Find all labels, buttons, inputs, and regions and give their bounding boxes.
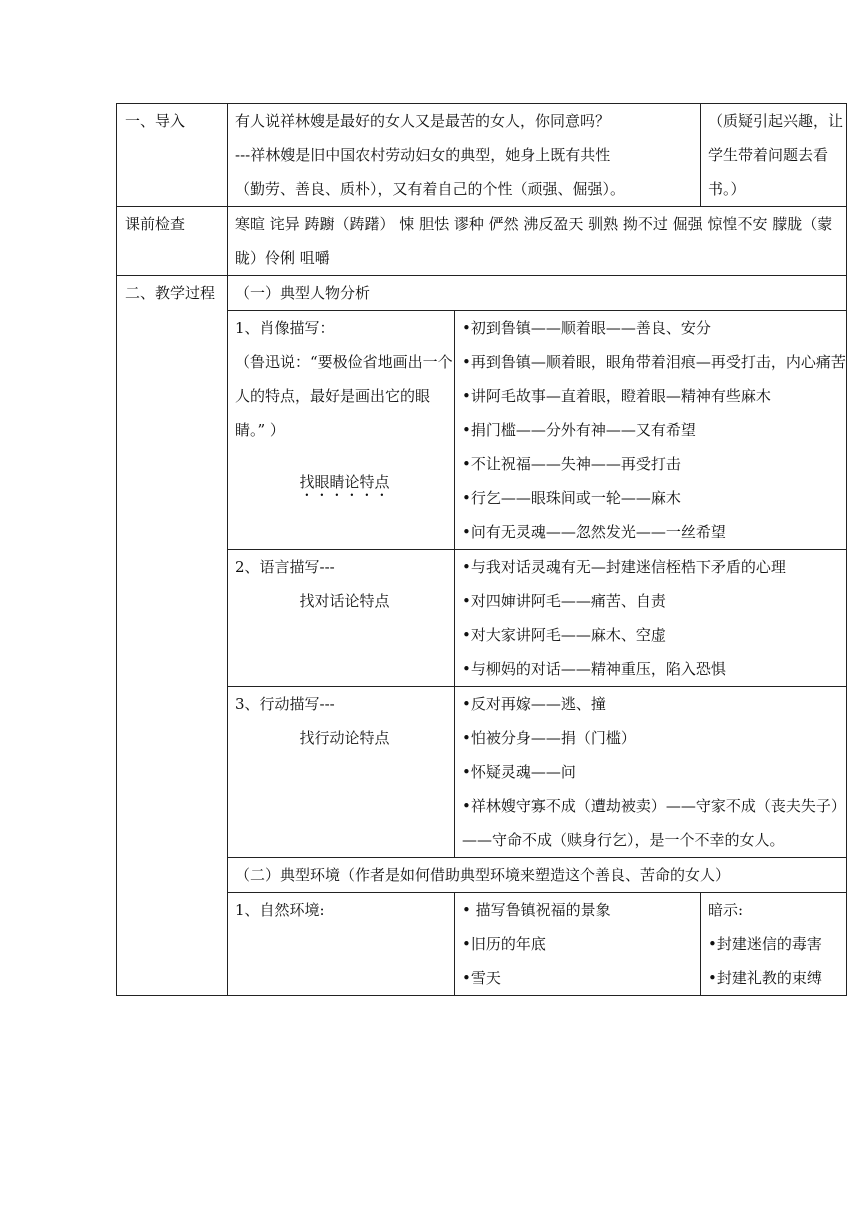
portrait-item: •行乞——眼珠间或一轮——麻木 [462, 489, 681, 507]
portrait-quote: （鲁迅说：“要极俭省地画出一个人的特点，最好是画出它的眼睛。” ） [235, 353, 453, 439]
portrait-cell [228, 311, 455, 550]
precheck-label: 课前检查 [117, 207, 228, 276]
intro-content [228, 104, 701, 207]
intro-line-2: ---祥林嫂是旧中国农村劳动妇女的典型，她身上既有共性 [235, 146, 611, 164]
speech-cell [228, 550, 455, 687]
portrait-item: •捐门槛——分外有神——又有希望 [462, 421, 696, 439]
speech-item: •与柳妈的对话——精神重压，陷入恐惧 [462, 660, 726, 678]
portrait-method: 找眼睛论特点 [299, 473, 390, 491]
nature-hint: •封建礼教的束缚 [708, 969, 822, 987]
speech-items [455, 550, 847, 687]
portrait-item: •再到鲁镇—顺着眼，眼角带着泪痕—再受打击，内心痛苦 [462, 353, 846, 371]
portrait-item: •不让祝福——失神——再受打击 [462, 455, 681, 473]
process-title-row [117, 276, 847, 311]
speech-item: •与我对话灵魂有无—封建迷信桎梏下矛盾的心理 [462, 558, 786, 576]
intro-label: 一、导入 [117, 104, 228, 207]
process-label: 二、教学过程 [117, 276, 228, 996]
part1-title: （一）典型人物分析 [228, 276, 847, 311]
part2-title: （二）典型环境（作者是如何借助典型环境来塑造这个善良、苦命的女人） [228, 858, 847, 893]
nature-hint: •封建迷信的毒害 [708, 935, 822, 953]
portrait-item: •讲阿毛故事—直着眼，瞪着眼—精神有些麻木 [462, 387, 771, 405]
lesson-plan-table [116, 103, 847, 996]
action-title: 3、行动描写--- [235, 695, 335, 713]
precheck-words: 寒暄 诧异 踌躕（踌躇） 悚 胆怯 谬种 俨然 沸反盈天 驯熟 拗不过 倔强 惊惶不安 朦胧（蒙眬）伶俐 咀嚼 [228, 207, 847, 276]
nature-item: •旧历的年底 [462, 935, 546, 953]
action-cell [228, 687, 455, 858]
portrait-title: 1、肖像描写： [235, 319, 335, 337]
portrait-item: •初到鲁镇——顺着眼——善良、安分 [462, 319, 711, 337]
portrait-item: •问有无灵魂——忽然发光——一丝希望 [462, 523, 726, 541]
nature-item: • 描写鲁镇祝福的景象 [462, 901, 611, 919]
action-method: 找行动论特点 [299, 729, 390, 747]
lesson-plan-page [116, 103, 846, 996]
nature-hints [701, 893, 847, 996]
speech-method: 找对话论特点 [299, 592, 390, 610]
precheck-row [117, 207, 847, 276]
portrait-items [455, 311, 847, 550]
nature-item: •雪天 [462, 969, 501, 987]
nature-title: 1、自然环境: [228, 893, 455, 996]
speech-item: •对四婶讲阿毛——痛苦、自责 [462, 592, 666, 610]
speech-item: •对大家讲阿毛——麻木、空虚 [462, 626, 666, 644]
action-item: •怀疑灵魂——问 [462, 763, 576, 781]
action-items [455, 687, 847, 858]
intro-note: （质疑引起兴趣，让学生带着问题去看书。） [701, 104, 847, 207]
action-item: •怕被分身——捐（门槛） [462, 729, 636, 747]
nature-items [455, 893, 701, 996]
intro-line-3: （勤劳、善良、质朴），又有着自己的个性（顽强、倔强）。 [235, 180, 626, 198]
nature-hint-title: 暗示: [708, 901, 744, 919]
action-item: •祥林嫂守寡不成（遭劫被卖）——守家不成（丧夫失子）——守命不成（赎身行乞），是一个不幸的女人。 [462, 797, 846, 849]
action-item: •反对再嫁——逃、撞 [462, 695, 606, 713]
speech-title: 2、语言描写--- [235, 558, 335, 576]
intro-row [117, 104, 847, 207]
intro-line-1: 有人说祥林嫂是最好的女人又是最苦的女人，你同意吗？ [235, 112, 611, 130]
